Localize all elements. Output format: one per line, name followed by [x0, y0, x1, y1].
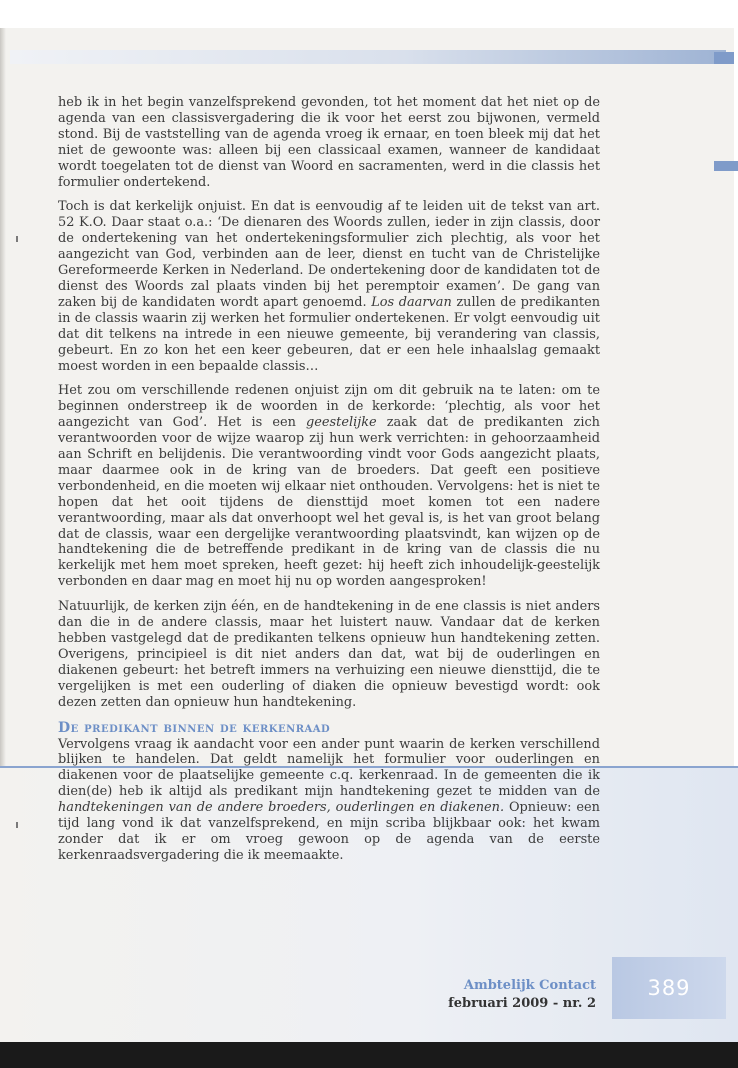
paragraph-text: Toch is dat kerkelijk onjuist. En dat is eenvoudig af te leiden uit de tekst van art. 52 K.O. Daar staat o.a.: ‘De dienaren des Woords zullen, ieder in zijn classis, door de ondertekening van het ondertekeningsformulier zich plechtig, als voor het aangezicht van God, verbinden aan de leer, dienst en tucht van de Christelijke Gereformeerde Kerken in Nederland. De ondertekening door de kandidaten tot de dienst des Woords zal plaats vinden bij het peremptoir examen’. De gang van zaken bij de kandidaten wordt apart genoemd.: [58, 199, 600, 310]
side-tab-marker: [714, 161, 738, 171]
paragraph-text: Opnieuw: een tijd lang vond ik dat vanzelfsprekend, en mijn scriba blijkbaar ook: het kwam zonder dat ik er om vroeg gewoon op de agenda van de eerste kerkenraadsvergadering die ik meemaakte.: [58, 800, 600, 863]
scan-bottom-edge: [0, 1042, 738, 1068]
paragraph-text: zullen de predikanten in de classis waarin zij werken het formulier ondertekenen. Er volgt eenvoudig uit dat dit telkens na intrede in een nieuwe gemeente, bij verandering van classis, gebeurt. En zo kon het een keer gebeuren, dat er een hele inhaalslag gemaakt moest worden in een bepaalde classis…: [58, 294, 600, 374]
margin-mark: [16, 822, 18, 828]
page-number: 389: [647, 976, 691, 1000]
issue-label: februari 2009 - nr. 2: [448, 996, 596, 1011]
paragraph-3: [58, 383, 600, 590]
italic-text: geestelijke: [306, 415, 377, 431]
top-color-band: [10, 50, 726, 64]
paragraph-text: Natuurlijk, de kerken zijn één, en de handtekening in de ene classis is niet anders dan die in de andere classis, maar het luistert nauw. Vandaar dat de kerken hebben vastgelegd dat de predikanten telkens opnieuw hun handtekening zetten. Overigens, principieel is dit niet anders dan dat, wat bij de ouderlingen en diakenen gebeurt: het betreft immers na verhuizing een nieuwe diensttijd, die te vergelijken is met een ouderling of diaken die opnieuw bevestigd wordt: ook dezen zetten dan opnieuw hun handtekening.: [58, 599, 600, 710]
paragraph-5: [58, 737, 600, 864]
paragraph-2: [58, 199, 600, 374]
magazine-title: Ambtelijk Contact: [463, 978, 596, 993]
italic-text: Los daarvan: [371, 294, 452, 310]
italic-text: handtekeningen van de andere broeders, ouderlingen en diakenen.: [58, 800, 505, 816]
paragraph-4: [58, 599, 600, 710]
section-heading: De predikant binnen de kerkenraad: [58, 719, 331, 736]
margin-mark: [16, 236, 18, 242]
paragraph-text: zaak dat de predikanten zich verantwoorden voor de wijze waarop zij hun werk verrichten: in gehoorzaamheid aan Schrift en belijdenis. Die verantwoording vindt voor Gods aangezicht plaats, maar daarmee ook in de kring van de broeders. Dat geeft een positieve verbondenheid, en die moeten wij elkaar niet onthouden. Vervolgens: het is niet te hopen dat het ooit tijdens de diensttijd moet komen tot een nadere verantwoording, maar als dat onverhoopt wel het geval is, is het van groot belang dat de classis, waar een dergelijke verantwoording plaatsvindt, kan wijzen op de handtekening die de betreffende predikant in de kring van de classis die nu kerkelijk met hem moet spreken, heeft gezet: hij heeft zich inhoudelijk-geestelijk verbonden en daar mag en moet hij nu op worden aangesproken!: [58, 415, 600, 590]
paragraph-text: Vervolgens vraag ik aandacht voor een ander punt waarin de kerken verschillend blijken te handelen. Dat geldt namelijk het formulier voor ouderlingen en diakenen voor de plaatselijke gemeente c.q. kerkenraad. In de gemeenten die ik dien(de) heb ik altijd als predikant mijn handtekening gezet te midden van de: [58, 736, 600, 800]
footer: [400, 977, 596, 1013]
paragraph-text: heb ik in het begin vanzelfsprekend gevonden, tot het moment dat het niet op de agenda van een classisvergadering die ik voor het eerst zou bijwonen, vermeld stond. Bij de vaststelling van de agenda vroeg ik ernaar, en toen bleek mij dat het niet de gewoonte was: alleen bij een classicaal examen, wanneer de kandidaat wordt toegelaten tot de dienst van Woord en sacramenten, werd in die classis het formulier ondertekend.: [58, 95, 600, 190]
article-body: [58, 95, 600, 873]
paragraph-text: Het zou om verschillende redenen onjuist zijn om dit gebruik na te laten: om te beginnen onderstreep ik de woorden in de kerkorde: ‘plechtig, als voor het aangezicht van God’. Het is een: [58, 383, 600, 431]
paragraph-1: [58, 95, 600, 190]
